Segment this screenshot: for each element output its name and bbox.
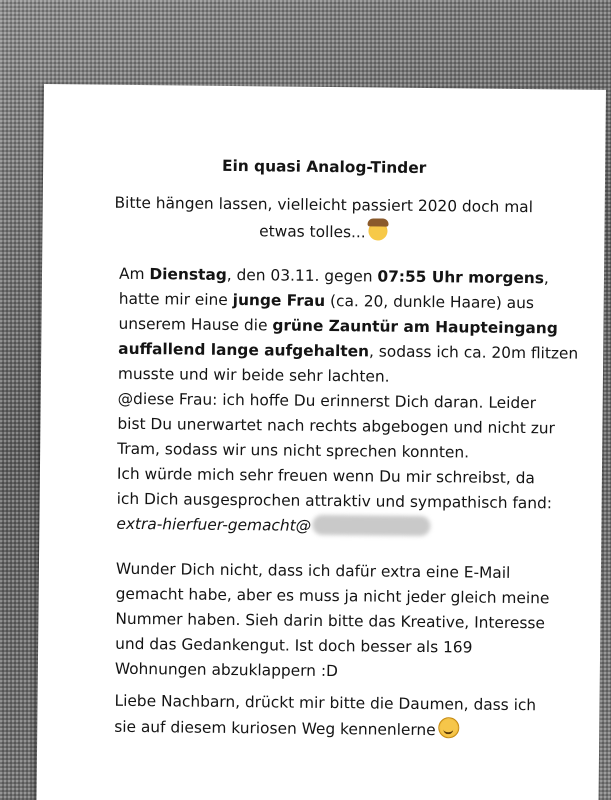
- notice-title: Ein quasi Analog-Tinder: [221, 156, 427, 178]
- text: hatte mir eine: [118, 289, 233, 309]
- p1-line-6: @diese Frau: ich hoffe Du erinnerst Dich daran. Leider: [117, 389, 537, 413]
- text: Am: [118, 264, 150, 284]
- p3-text: sie auf diesem kuriosen Weg kennenlerne: [114, 717, 436, 740]
- text: unserem Hause die: [118, 314, 273, 335]
- paper-notice: [37, 84, 606, 800]
- p3-line-2: [37, 713, 599, 744]
- text-bold: grüne Zauntür am Haupteingang: [272, 316, 558, 338]
- subtitle-line-1: Bitte hängen lassen, vielleicht passiert 2020 doch mal: [114, 193, 534, 217]
- p1-line-5: musste und wir beide sehr lachten.: [117, 364, 390, 386]
- text-bold: Dienstag: [149, 265, 227, 284]
- text: (ca. 20, dunkle Haare) aus: [325, 291, 535, 313]
- p2-line-3: Nummer haben. Sieh darin bitte das Kreative, Interesse: [115, 609, 546, 633]
- p1-line-10: ich Dich ausgesprochen attraktiv und sympathisch fand:: [116, 489, 553, 513]
- p2-line-5: Wohnungen abzuklappern :D: [114, 659, 339, 681]
- email-prefix: extra-hierfuer-gemacht@: [116, 514, 312, 535]
- email-line: [39, 511, 601, 541]
- text: ,: [543, 269, 549, 288]
- p2-line-1: Wunder Dich nicht, dass ich dafür extra eine E-Mail: [115, 559, 511, 582]
- text-bold: 07:55 Uhr morgens: [377, 267, 545, 288]
- subtitle-text: etwas tolles...: [259, 222, 366, 242]
- redacted-email-blur: [312, 515, 430, 536]
- p1-line-7: bist Du unerwartet nach rechts abgebogen und nicht zur: [117, 414, 556, 438]
- p3-line-1: Liebe Nachbarn, drückt mir bitte die Daumen, dass ich: [114, 691, 537, 715]
- p1-line-8: Tram, sodass wir uns nicht sprechen konnten.: [117, 439, 470, 462]
- text: , sodass ich ca. 20m flitzen: [368, 342, 579, 363]
- cowboy-face-icon: [369, 221, 388, 240]
- p2-line-2: gemacht habe, aber es muss ja nicht jeder gleich meine: [115, 584, 550, 608]
- p1-line-9: Ich würde mich sehr freuen wenn Du mir schreibst, da: [116, 464, 535, 488]
- text-bold: junge Frau: [232, 290, 326, 310]
- smiling-face-icon: [439, 717, 460, 738]
- p2-line-4: und das Gedankengut. Ist doch besser als 169: [115, 634, 473, 657]
- text: , den 03.11. gegen: [226, 265, 378, 286]
- subtitle-line-2: [42, 217, 604, 247]
- text-bold: auffallend lange aufgehalten: [118, 339, 370, 361]
